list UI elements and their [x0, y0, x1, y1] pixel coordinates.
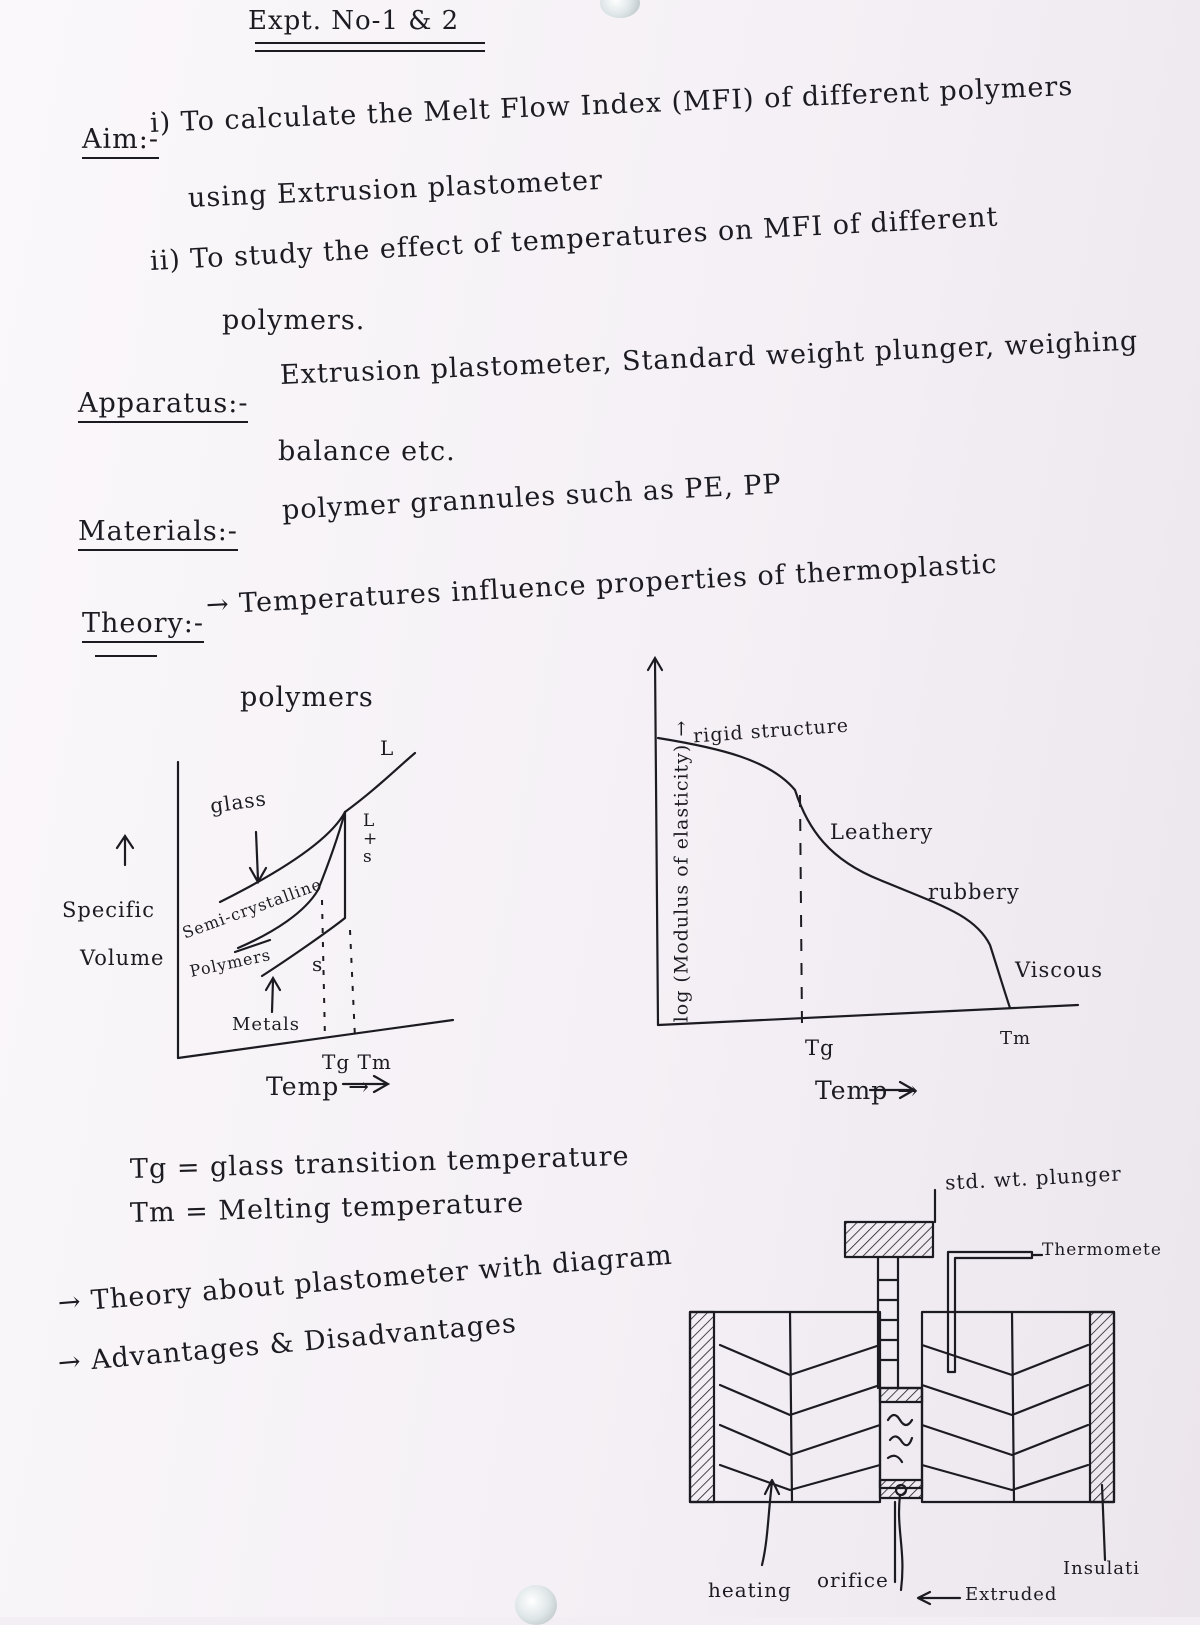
bullet-theory-plastometer: → Theory about plastometer with diagram	[56, 1239, 674, 1319]
leader-heating	[762, 1480, 779, 1565]
label-orifice: orifice	[817, 1568, 889, 1592]
theory-line-2: polymers	[240, 682, 374, 713]
left-insulation	[690, 1312, 714, 1502]
theory-label: Theory:-	[82, 608, 204, 643]
label-insulation: Insulati	[1063, 1558, 1141, 1579]
sv-label-L-plus-s: L + s	[363, 811, 379, 867]
sv-label-polymers: Polymers	[188, 945, 273, 981]
apparatus-line-1: Extrusion plastometer, Standard weight plunger, weighing	[279, 325, 1139, 391]
mod-label-rubbery: rubbery	[928, 880, 1020, 904]
sv-x-label-temp: Temp →	[266, 1072, 371, 1101]
aim-line-4: polymers.	[222, 305, 366, 336]
mod-x-label-temp: Temp →	[815, 1076, 920, 1105]
leader-extruded	[918, 1592, 960, 1604]
right-insulation	[1090, 1312, 1114, 1502]
sv-label-L: L	[380, 736, 395, 760]
plunger-weight	[845, 1222, 933, 1257]
sv-label-glass: glass	[208, 786, 269, 818]
label-thermometer: Thermomete	[1042, 1240, 1162, 1260]
left-heating-coils	[720, 1345, 880, 1490]
mod-label-viscous: Viscous	[1015, 958, 1103, 982]
aim-line-2: using Extrusion plastometer	[187, 164, 604, 214]
sv-x-label-tg-tm: Tg Tm	[322, 1050, 392, 1074]
sv-y-label-line-1: Specific	[62, 898, 155, 922]
mod-label-leathery: Leathery	[830, 820, 934, 844]
apparatus-line-2: balance etc.	[278, 436, 456, 467]
mod-tick-tg: Tg	[805, 1036, 835, 1060]
label-std-wt-plunger: std. wt. plunger	[944, 1161, 1123, 1195]
left-block-divider	[790, 1312, 792, 1502]
theory-line-1: → Temperatures influence properties of thermoplastic	[205, 548, 999, 621]
mod-label-rigid: rigid structure	[692, 714, 850, 748]
extrudate	[899, 1495, 902, 1590]
page-title: Expt. No-1 & 2	[248, 6, 460, 36]
piston-head	[880, 1388, 922, 1402]
bullet-advantages: → Advantages & Disadvantages	[56, 1307, 518, 1379]
mod-tick-tm: Tm	[1000, 1028, 1032, 1049]
sv-y-label-line-2: Volume	[80, 946, 165, 970]
materials-text: polymer grannules such as PE, PP	[281, 468, 783, 526]
mod-y-label: log (Modulus of elasticity) →	[670, 719, 693, 1023]
definition-tm: Tm = Melting temperature	[129, 1187, 525, 1229]
sv-label-semi-crystalline: Semi-crystalline	[179, 874, 325, 943]
label-extruded: Extruded	[965, 1584, 1058, 1605]
label-heating: heating	[708, 1578, 792, 1602]
apparatus-label: Apparatus:-	[78, 388, 248, 423]
polymer-melt	[888, 1415, 912, 1462]
materials-label: Materials:-	[78, 516, 238, 551]
aim-line-3: ii) To study the effect of temperatures on MFI of different	[149, 201, 1000, 277]
aim-label: Aim:-	[82, 124, 159, 159]
sv-label-metals: Metals	[232, 1014, 301, 1035]
right-block-divider	[1012, 1312, 1014, 1502]
sv-label-s: s	[312, 952, 324, 976]
aim-line-1: i) To calculate the Melt Flow Index (MFI) of different polymers	[149, 70, 1074, 139]
definition-tg: Tg = glass transition temperature	[129, 1140, 630, 1185]
